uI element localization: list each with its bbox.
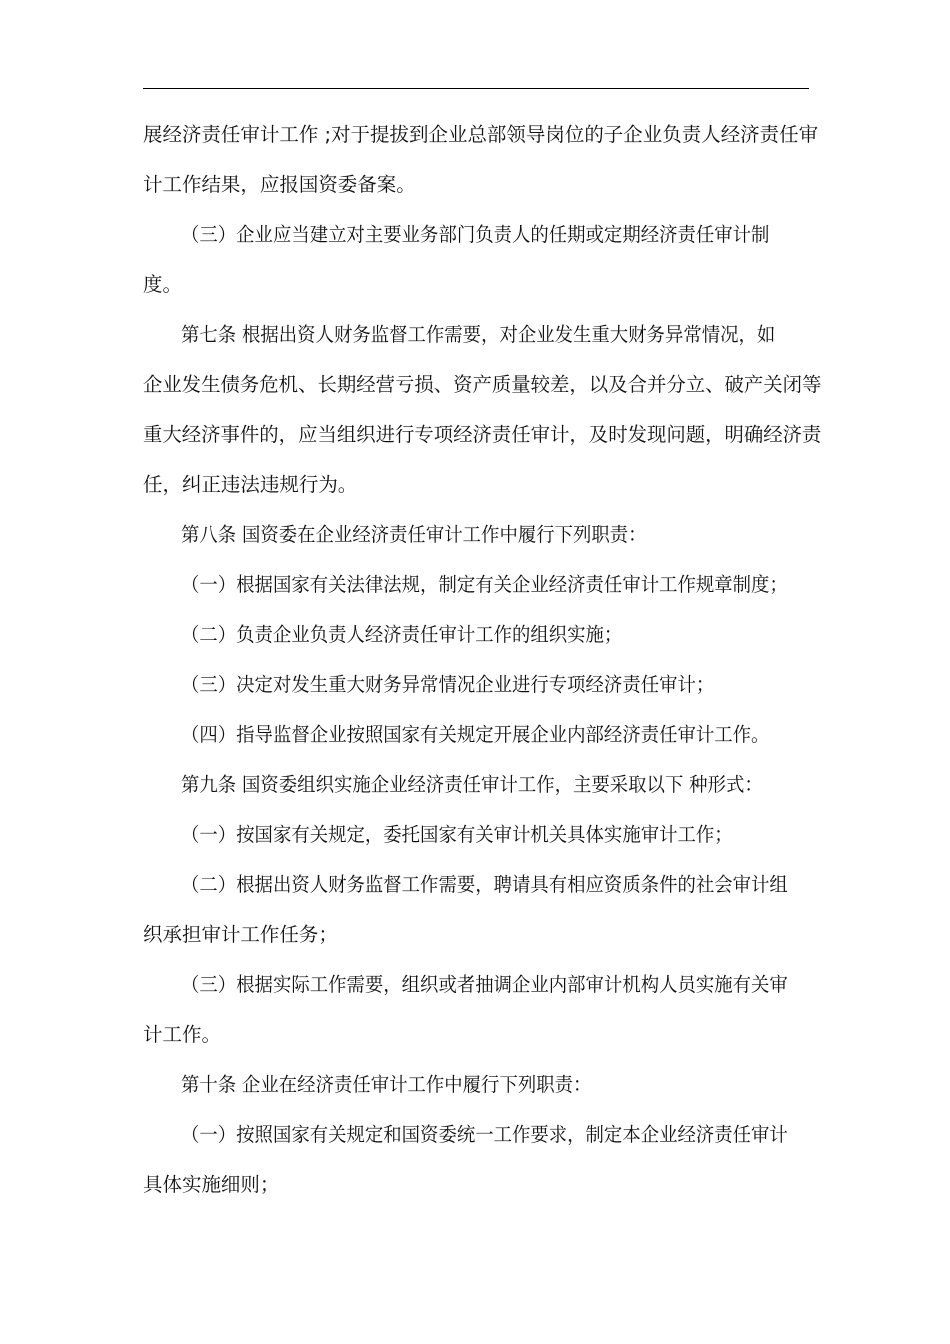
text-line: 企业发生债务危机、长期经营亏损、资产质量较差，以及合并分立、破产关闭等 (143, 373, 822, 396)
list-item: （三）决定对发生重大财务异常情况企业进行专项经济责任审计； (181, 673, 715, 696)
article-8-heading-line: 第八条 国资委在企业经济责任审计工作中履行下列职责： (181, 523, 647, 546)
article-7-heading-line: 第七条 根据出资人财务监督工作需要，对企业发生重大财务异常情况，如 (181, 323, 776, 346)
header-rule (143, 88, 809, 89)
text-line: 计工作结果，应报国资委备案。 (143, 173, 416, 196)
article-10-heading-line: 第十条 企业在经济责任审计工作中履行下列职责： (181, 1073, 592, 1096)
list-item: （二）根据出资人财务监督工作需要，聘请具有相应资质条件的社会审计组 (181, 873, 788, 896)
text-line: 展经济责任审计工作 ;对于提拔到企业总部领导岗位的子企业负责人经济责任审 (143, 123, 819, 146)
text-line: 度。 (143, 273, 182, 296)
text-line: 重大经济事件的，应当组织进行专项经济责任审计，及时发现问题，明确经济责 (143, 423, 822, 446)
article-9-heading-line: 第九条 国资委组织实施企业经济责任审计工作，主要采取以下 种形式： (181, 773, 763, 796)
list-item: （一）根据国家有关法律法规，制定有关企业经济责任审计工作规章制度； (181, 573, 788, 596)
list-item: （三）根据实际工作需要，组织或者抽调企业内部审计机构人员实施有关审 (181, 973, 788, 996)
text-line: 织承担审计工作任务； (143, 923, 338, 946)
list-item: （一）按国家有关规定，委托国家有关审计机关具体实施审计工作； (181, 823, 733, 846)
list-item: （一）按照国家有关规定和国资委统一工作要求，制定本企业经济责任审计 (181, 1123, 788, 1146)
text-line: （三）企业应当建立对主要业务部门负责人的任期或定期经济责任审计制 (181, 223, 770, 246)
text-line: 具体实施细则； (143, 1173, 280, 1196)
text-line: 计工作。 (143, 1023, 221, 1046)
text-line: 任，纠正违法违规行为。 (143, 473, 358, 496)
list-item: （四）指导监督企业按照国家有关规定开展企业内部经济责任审计工作。 (181, 723, 770, 746)
list-item: （二）负责企业负责人经济责任审计工作的组织实施； (181, 623, 623, 646)
